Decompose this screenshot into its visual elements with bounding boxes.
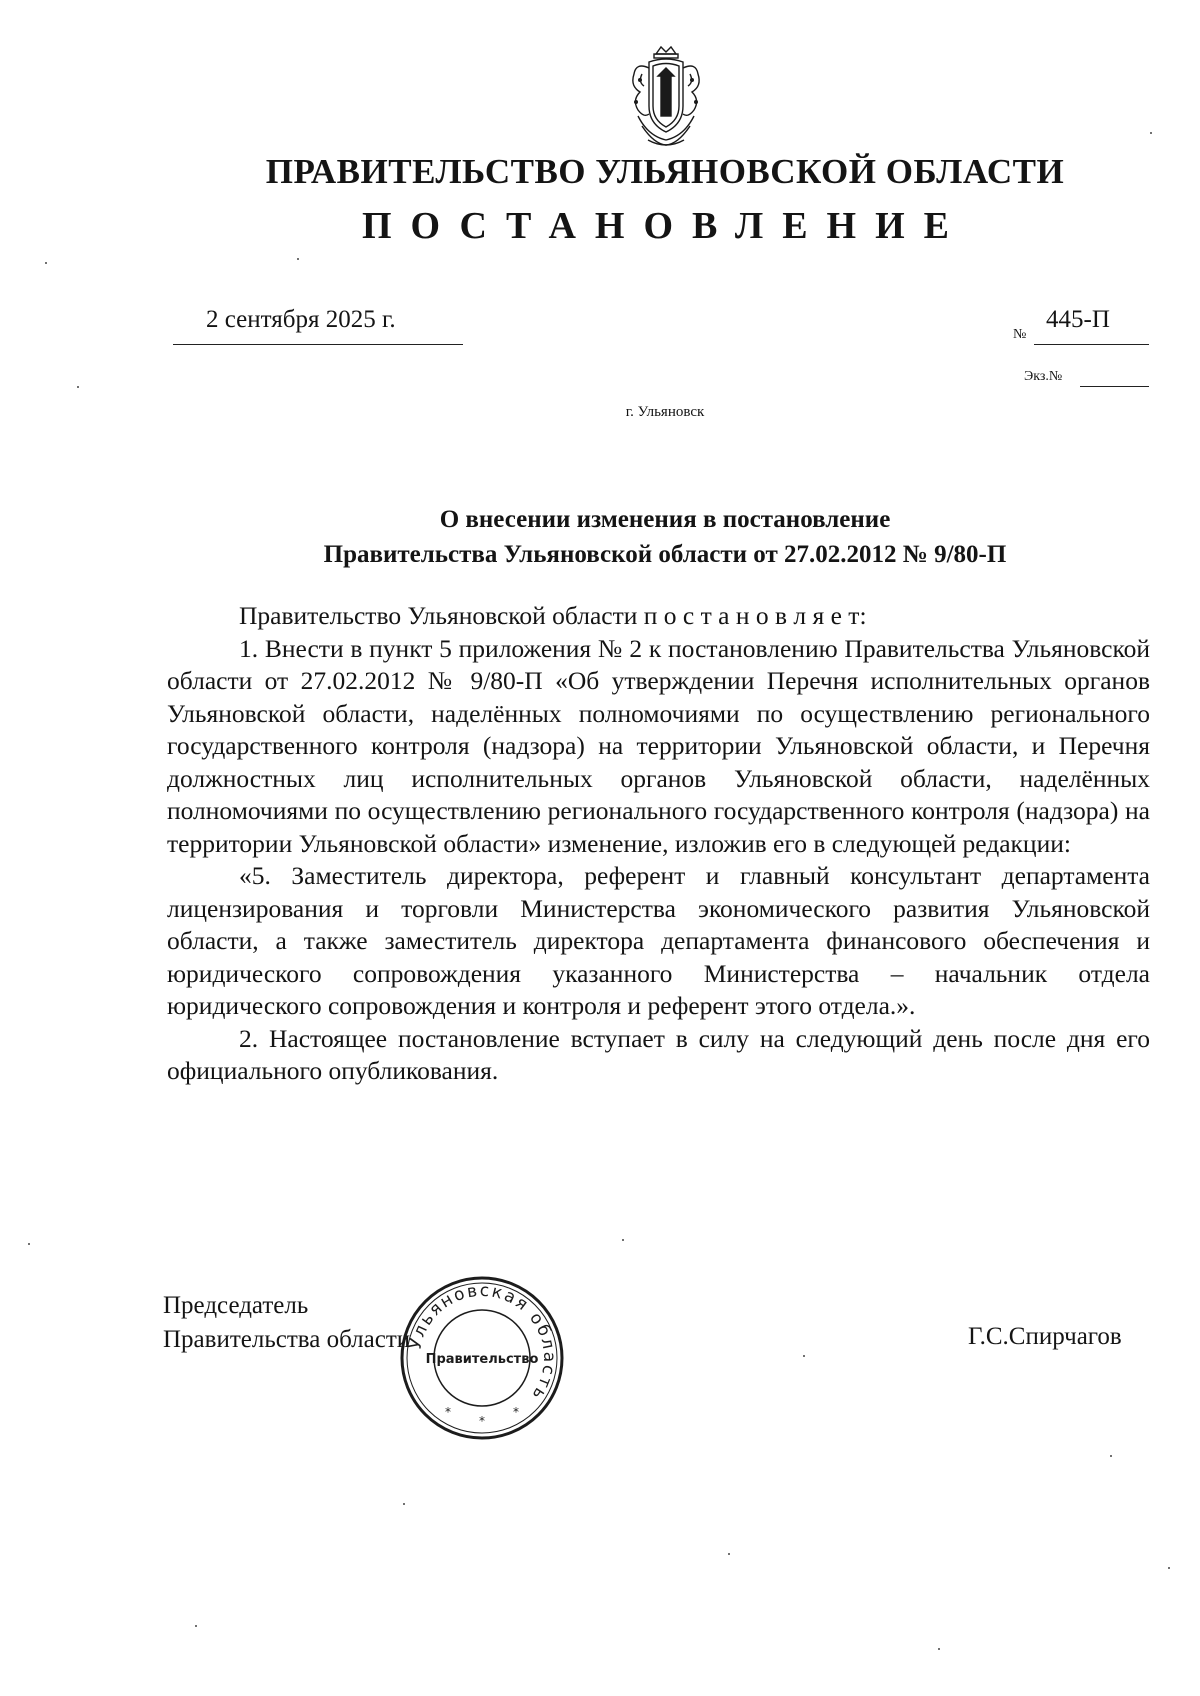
item-1-paragraph: 1. Внести в пункт 5 приложения № 2 к постановлению Правительства Ульяновской области от 27.02.2012 № 9/80-П «Об утверждении Перечня исполнительных органов Ульяновской области, наделённых полномочиями по осуществлению регионального государственного контроля (надзора) на территории Ульяновской области, и Перечня должностных лиц исполнительных органов Ульяновской области, наделённых полномочиями по осуществлению регионального государственного контроля (надзора) на территории Ульяновской области» изменение, изложив его в следующей редакции: (167, 633, 1150, 858)
document-type-heading: ПОСТАНОВЛЕНИЕ (361, 205, 969, 247)
position-line-1: Председатель (163, 1292, 309, 1319)
number-sign-label: № (1013, 327, 1027, 342)
scan-speck (803, 1355, 805, 1357)
document-subject (0, 502, 1200, 572)
seal-center-text: Правительство (425, 1352, 539, 1367)
document-number: 445-П (1046, 306, 1110, 333)
number-underline (1034, 344, 1149, 345)
scan-speck (1110, 1455, 1112, 1457)
subject-line-2: Правительства Ульяновской области от 27.02.2012 № 9/80-П (323, 541, 1007, 568)
scan-speck (1150, 132, 1152, 134)
coat-of-arms-emblem (618, 44, 714, 152)
scan-speck (195, 1625, 197, 1627)
scan-speck (77, 386, 79, 388)
signatory-name: Г.С.Спирчагов (968, 1323, 1122, 1350)
seal-star-icon: * (479, 1414, 485, 1428)
scan-speck (45, 262, 47, 264)
item-1-quoted-text: «5. Заместитель директора, референт и главный консультант департамента лицензирования и торговли Министерства экономического развития Ульяновской области, а также заместитель директора департамента финансового обеспечения и юридического сопровождения указанного Министерства – начальник отдела юридического сопровождения и контроля и референт этого отдела.». (167, 861, 1150, 1020)
preamble-paragraph: Правительство Ульяновской области п о с т а н о в л я е т: (239, 601, 867, 630)
signatory-position (163, 1289, 410, 1357)
document-body (167, 600, 1150, 1088)
city-label: г. Ульяновск (625, 404, 705, 420)
document-date: 2 сентября 2025 г. (206, 306, 396, 333)
scan-speck (622, 1239, 624, 1241)
scan-speck (728, 1553, 730, 1555)
scan-speck (28, 1243, 30, 1245)
scan-speck (1168, 1567, 1170, 1569)
position-line-2: Правительства области (163, 1326, 411, 1353)
copy-number-underline (1080, 386, 1149, 387)
scan-speck (938, 1648, 940, 1650)
scan-speck (297, 258, 299, 260)
scan-speck (403, 1503, 405, 1505)
government-title: ПРАВИТЕЛЬСТВО УЛЬЯНОВСКОЙ ОБЛАСТИ (265, 152, 1065, 191)
date-underline (173, 344, 463, 345)
official-seal (397, 1273, 567, 1443)
seal-star-icon: * (445, 1405, 451, 1419)
copy-number-label: Экз.№ (1024, 369, 1063, 384)
subject-line-1: О внесении изменения в постановление (439, 506, 891, 533)
seal-star-icon: * (513, 1405, 519, 1419)
seal-ring-text: Ульяновская область (405, 1280, 560, 1405)
item-2-paragraph: 2. Настоящее постановление вступает в силу на следующий день после дня его официального опубликования. (167, 1023, 1150, 1085)
